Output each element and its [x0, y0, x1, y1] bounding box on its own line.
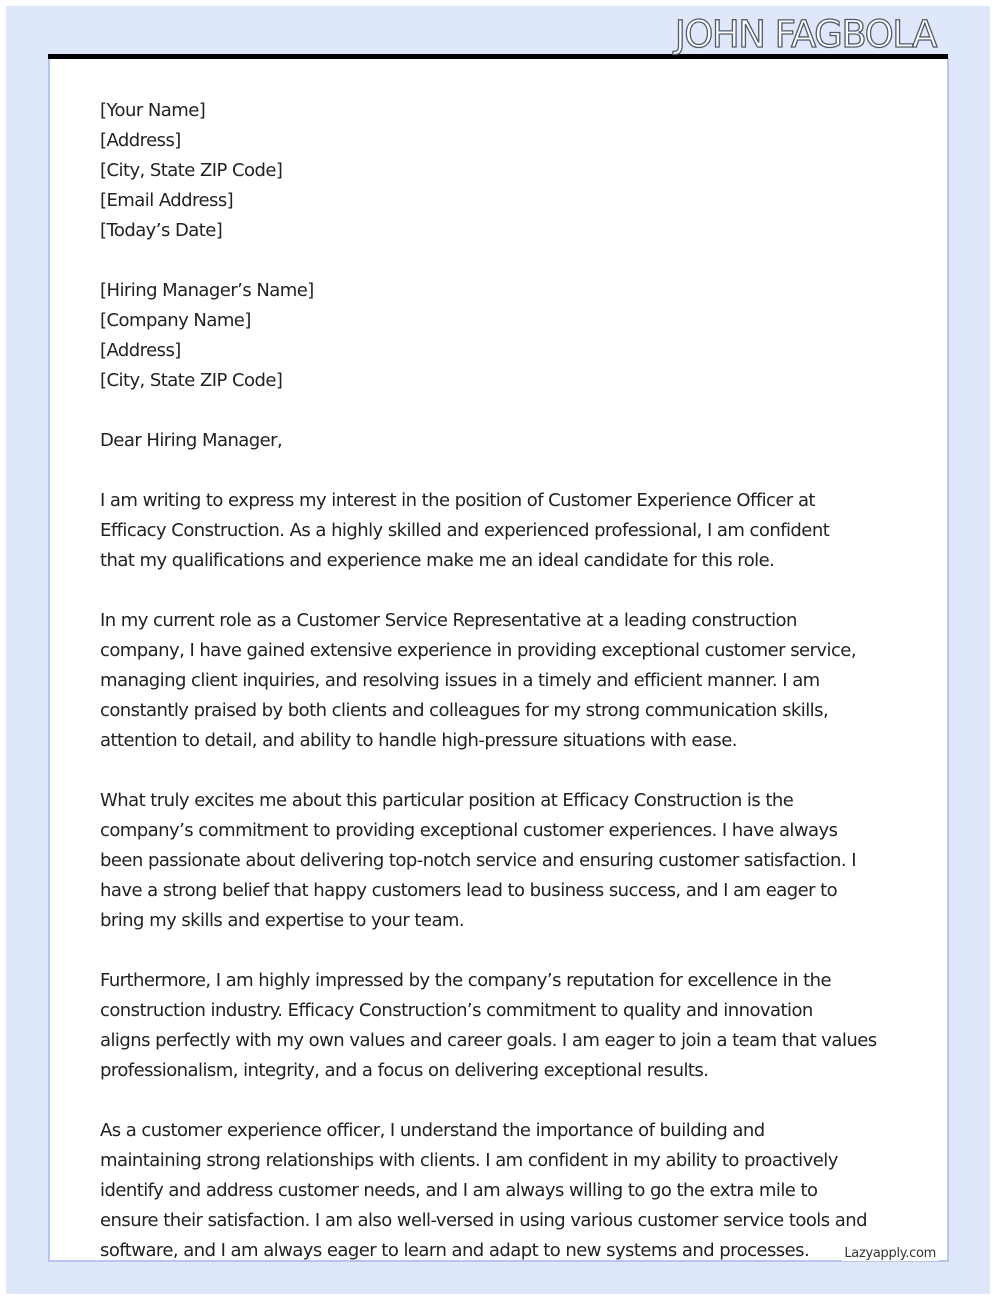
recipient-address-block: [100, 276, 900, 396]
paragraph-line: professionalism, integrity, and a focus on delivering exceptional results.: [100, 1060, 709, 1081]
paragraph-2: [100, 606, 900, 756]
paragraph-line: ensure their satisfaction. I am also well-versed in using various customer service tools and: [100, 1210, 867, 1231]
paragraph-line: Furthermore, I am highly impressed by the company’s reputation for excellence in the: [100, 970, 832, 991]
recipient-line: [Hiring Manager’s Name]: [100, 280, 314, 301]
letter-body: [100, 96, 900, 1262]
paragraph-line: company, I have gained extensive experience in providing exceptional customer service,: [100, 640, 856, 661]
paragraph-line: been passionate about delivering top-notch service and ensuring customer satisfaction. I: [100, 850, 856, 871]
paragraph-line: attention to detail, and ability to handle high-pressure situations with ease.: [100, 730, 737, 751]
paragraph-line: constantly praised by both clients and colleagues for my strong communication skills,: [100, 700, 829, 721]
paragraph-5: [100, 1116, 900, 1262]
salutation-text: Dear Hiring Manager,: [100, 430, 283, 451]
paragraph-line: software, and I am always eager to learn and adapt to new systems and processes.: [100, 1240, 810, 1261]
paragraph-1: [100, 486, 900, 576]
sender-line: [City, State ZIP Code]: [100, 160, 283, 181]
sender-line: [Address]: [100, 130, 181, 151]
paragraph-line: managing client inquiries, and resolving issues in a timely and efficient manner. I am: [100, 670, 820, 691]
sender-line: [Email Address]: [100, 190, 234, 211]
paragraph-line: What truly excites me about this particular position at Efficacy Construction is the: [100, 790, 794, 811]
recipient-line: [Address]: [100, 340, 181, 361]
recipient-line: [Company Name]: [100, 310, 251, 331]
paragraph-line: company’s commitment to providing exceptional customer experiences. I have always: [100, 820, 838, 841]
paragraph-line: maintaining strong relationships with clients. I am confident in my ability to proactively: [100, 1150, 838, 1171]
salutation: [100, 426, 900, 456]
letter-page: [48, 58, 949, 1262]
paragraph-line: identify and address customer needs, and I am always willing to go the extra mile to: [100, 1180, 818, 1201]
paragraph-line: aligns perfectly with my own values and career goals. I am eager to join a team that values: [100, 1030, 877, 1051]
paragraph-line: In my current role as a Customer Service Representative at a leading construction: [100, 610, 797, 631]
sender-line: [Your Name]: [100, 100, 206, 121]
paragraph-line: have a strong belief that happy customers lead to business success, and I am eager to: [100, 880, 838, 901]
sender-address-block: [100, 96, 900, 246]
recipient-line: [City, State ZIP Code]: [100, 370, 283, 391]
paragraph-line: As a customer experience officer, I understand the importance of building and: [100, 1120, 765, 1141]
paragraph-line: construction industry. Efficacy Construction’s commitment to quality and innovation: [100, 1000, 813, 1021]
author-name-heading: JOHN FAGBOLA: [674, 13, 936, 56]
paragraph-4: [100, 966, 900, 1086]
paragraph-3: [100, 786, 900, 936]
paragraph-line: that my qualifications and experience make me an ideal candidate for this role.: [100, 550, 775, 571]
watermark-text: Lazyapply.com: [844, 1246, 936, 1261]
paragraph-line: bring my skills and expertise to your team.: [100, 910, 465, 931]
paragraph-line: Efficacy Construction. As a highly skilled and experienced professional, I am confident: [100, 520, 830, 541]
sender-line: [Today’s Date]: [100, 220, 223, 241]
paragraph-line: I am writing to express my interest in the position of Customer Experience Officer at: [100, 490, 815, 511]
